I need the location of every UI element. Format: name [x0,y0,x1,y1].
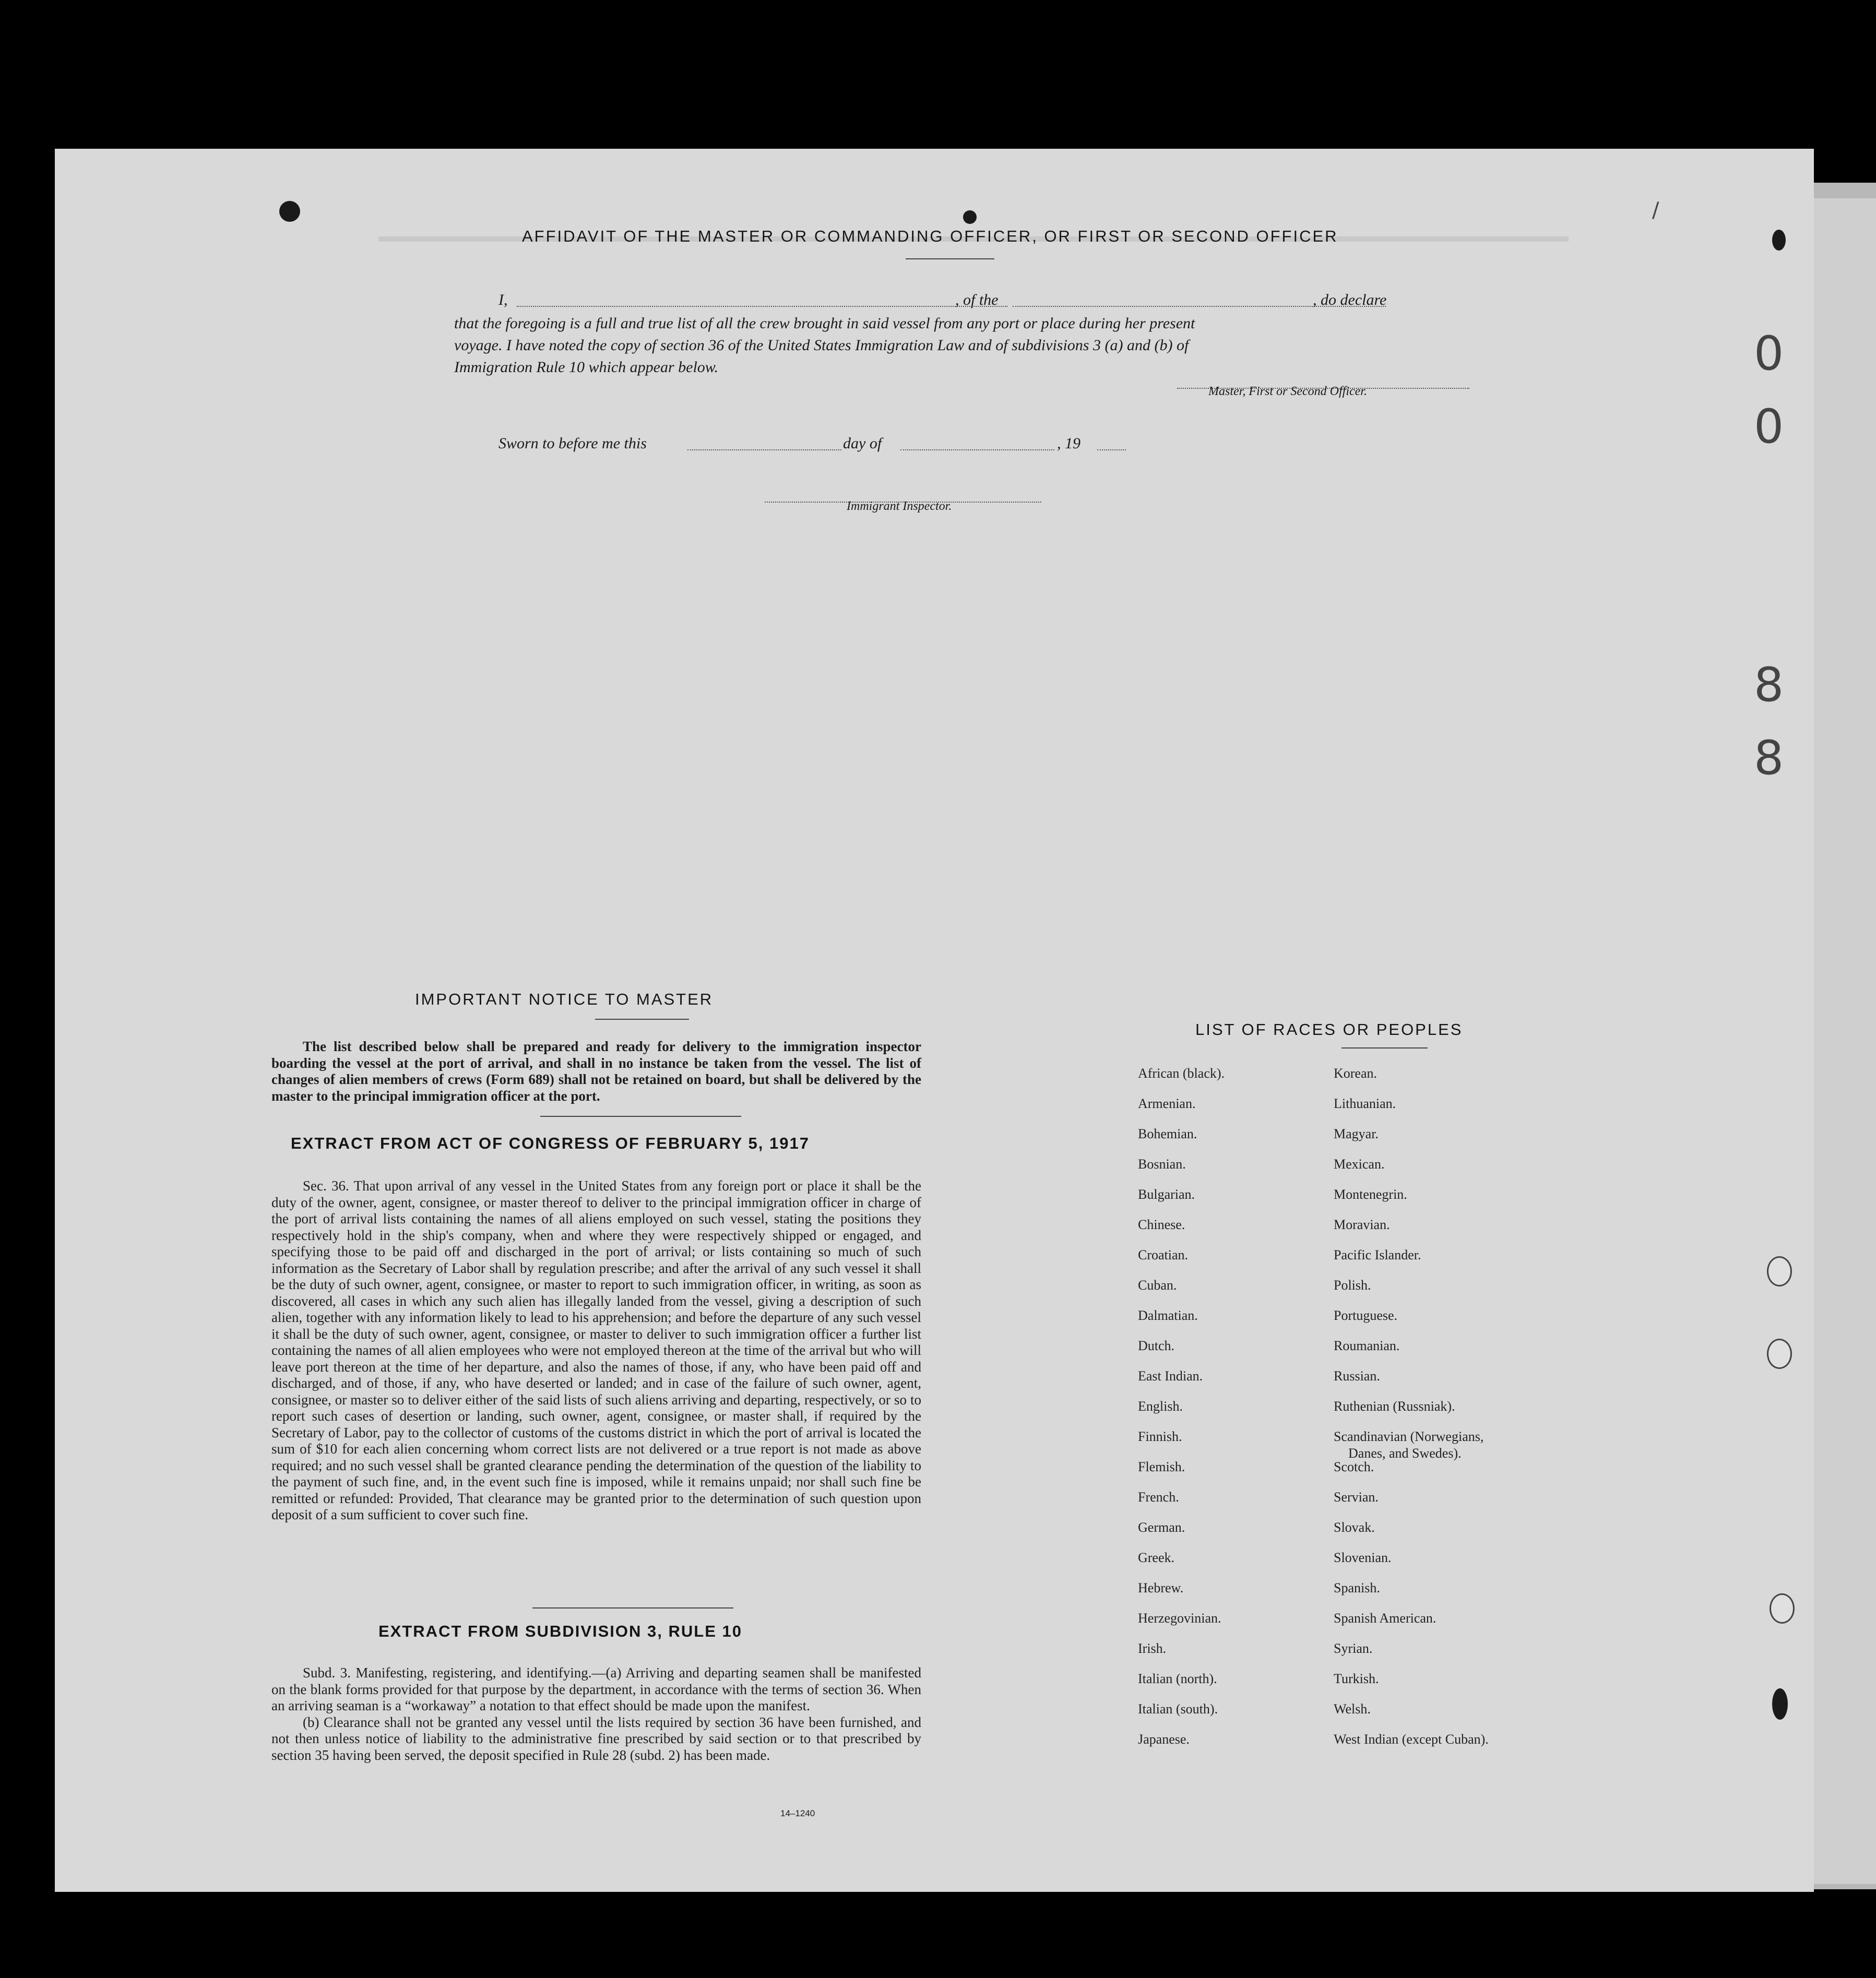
race-item: Polish. [1334,1278,1371,1293]
race-item: Korean. [1334,1066,1378,1081]
act-body [271,1178,921,1523]
sworn-month-field[interactable] [900,436,1054,450]
race-item: Cuban. [1138,1278,1177,1293]
race-item: Japanese. [1138,1732,1190,1747]
affidavit-line-4: Immigration Rule 10 which appear below. [454,359,719,376]
binder-ring-hole [1767,1256,1792,1286]
inspector-label: Immigrant Inspector. [847,499,952,513]
race-item: Portuguese. [1334,1308,1398,1323]
race-item: Magyar. [1334,1126,1379,1141]
affidavit-line-3: voyage. I have noted the copy of section 36 of the United States Immigration Law and of subdivisions 3 (a) and (b) of [454,337,1189,354]
race-item: Chinese. [1138,1217,1185,1232]
notice-body [271,1039,921,1104]
form-number: 14–1240 [780,1808,815,1818]
punch-hole [1772,1688,1788,1720]
notice-rule [595,1019,689,1020]
sworn-year-field[interactable] [1097,436,1126,450]
document-page [55,149,1814,1892]
race-item: West Indian (except Cuban). [1334,1732,1489,1747]
race-item: Syrian. [1334,1641,1373,1656]
margin-mark: / [1652,198,1659,222]
affidavit-title: AFFIDAVIT OF THE MASTER OR COMMANDING OFFICER, OR FIRST OR SECOND OFFICER [522,227,1338,245]
margin-digit: 0 [1754,326,1784,381]
race-item: Hebrew. [1138,1580,1184,1595]
race-item: Armenian. [1138,1096,1196,1111]
notice-title: IMPORTANT NOTICE TO MASTER [415,990,714,1008]
binder-ring-hole [1770,1593,1795,1624]
year-label: , 19 [1057,435,1081,452]
races-title: LIST OF RACES OR PEOPLES [1195,1020,1463,1039]
race-item: Russian. [1334,1368,1380,1384]
sworn-label: Sworn to before me this [498,435,647,452]
race-item: Turkish. [1334,1671,1379,1686]
officer-label: Master, First or Second Officer. [1208,385,1367,398]
notice-end-rule [540,1116,741,1117]
race-item: Italian (south). [1138,1701,1218,1717]
race-item: Scotch. [1334,1459,1374,1474]
act-end-rule [532,1607,733,1608]
margin-digit: 0 [1754,399,1784,454]
race-item: Irish. [1138,1641,1167,1656]
race-item: Ruthenian (Russniak). [1334,1399,1455,1414]
of-the-label: , of the [955,291,999,308]
race-item: Servian. [1334,1490,1379,1505]
race-item: French. [1138,1490,1179,1505]
do-declare-label: , do declare [1313,291,1387,308]
race-item: Slovak. [1334,1520,1375,1535]
race-item: Flemish. [1138,1459,1185,1474]
punch-hole [279,201,300,222]
races-rule [1341,1047,1428,1048]
margin-digit: 8 [1754,731,1784,785]
binder-ring-hole [1767,1339,1792,1369]
underlying-sheet-edge-2 [1811,198,1876,1884]
affidavit-i: I, [498,291,508,308]
race-item: Finnish. [1138,1429,1182,1444]
race-item: Dutch. [1138,1338,1175,1353]
race-item: Slovenian. [1334,1550,1392,1565]
race-item: Montenegrin. [1334,1187,1407,1202]
race-item: Welsh. [1334,1701,1371,1717]
race-item: Spanish. [1334,1580,1380,1595]
race-item-continuation: Danes, and Swedes). [1348,1446,1462,1461]
rule-body [271,1665,921,1763]
notice-text: The list described below shall be prepared and ready for delivery to the immigration inspector boarding the vessel at the port of arrival, and shall in no instance be taken from the vessel. The list of changes of alien members of crews (Form 689) shall not be retained on board, but shall be delivered by the master to the principal immigration officer at the port. [271,1039,921,1104]
race-item: Dalmatian. [1138,1308,1198,1323]
race-item: Bulgarian. [1138,1187,1195,1202]
rule-para-b: (b) Clearance shall not be granted any vessel until the lists required by section 36 have been furnished, and not then unless notice of liability to the administrative fine prescribed by said section or to that prescribed by section 35 having been served, the deposit specified in Rule 28 (subd. 2) has been made. [271,1714,921,1763]
race-item: Herzegovinian. [1138,1611,1221,1626]
rule-title: EXTRACT FROM SUBDIVISION 3, RULE 10 [378,1622,742,1640]
name-field[interactable] [517,292,1007,307]
race-item: Mexican. [1334,1157,1385,1172]
title-rule [906,258,994,259]
day-of-label: day of [843,435,882,452]
act-title: EXTRACT FROM ACT OF CONGRESS OF FEBRUARY 5, 1917 [291,1134,810,1152]
race-item: African (black). [1138,1066,1225,1081]
race-item: Bohemian. [1138,1126,1197,1141]
race-item: Scandinavian (Norwegians, [1334,1429,1484,1444]
race-item: Spanish American. [1334,1611,1436,1626]
punch-hole [963,210,977,224]
race-item: Roumanian. [1334,1338,1400,1353]
rule-para-a: Subd. 3. Manifesting, registering, and identifying.—(a) Arriving and departing seamen shall be manifested on the blank forms provided for that purpose by the department, in accordance with the terms of section 36. When an arriving seaman is a “workaway” a notation to that effect should be made upon the manifest. [271,1665,921,1713]
race-item: English. [1138,1399,1183,1414]
race-item: Lithuanian. [1334,1096,1396,1111]
race-item: Greek. [1138,1550,1175,1565]
race-item: Italian (north). [1138,1671,1217,1686]
race-item: Bosnian. [1138,1157,1186,1172]
race-item: German. [1138,1520,1185,1535]
act-text: Sec. 36. That upon arrival of any vessel in the United States from any foreign port or place it shall be the duty of the owner, agent, consignee, or master thereof to deliver to the principal immigration officer in charge of the port of arrival lists containing the names of all aliens employed on such vessel, stating the positions they respectively hold in the ship's company, when and where they were respectively shipped or engaged, and specifying those to be paid off and discharged in the port of arrival; or lists containing so much of such information as the Secretary of Labor shall by regulation prescribe; and after the arrival of any such vessel it shall be the duty of such owner, agent, consignee, or master to report to such immigration officer, in writing, as soon as discovered, all cases in which any such alien has illegally landed from the vessel, giving a description of such alien, together with any information likely to lead to his apprehension; and before the departure of any such vessel it shall be the duty of such owner, agent, consignee, or master to deliver to such immigration officer a further list containing the names of all alien employees who were not employed thereon at the time of the arrival but who will leave port thereon at the time of her departure, and also the names of those, if any, who have been paid off and discharged, and of those, if any, who have deserted or landed; and in case of the failure of such owner, agent, consignee, or master so to deliver either of the said lists of such aliens arriving and departing, respectively, or so to report such cases of desertion or landing, such owner, agent, consignee, or master shall, if required by the Secretary of Labor, pay to the collector of customs of the customs district in which the port of arrival is located the sum of $10 for each alien concerning whom correct lists are not delivered or a true report is not made as above required; and no such vessel shall be granted clearance pending the determination of the question of the liability to the payment of such fine, and, in the event such fine is imposed, while it remains unpaid; nor shall such fine be remitted or refunded: Provided, That clearance may be granted prior to the determination of such question upon deposit of a sum sufficient to cover such fine. [271,1178,921,1522]
margin-digit: 8 [1754,658,1784,712]
sworn-day-field[interactable] [687,436,841,450]
race-item: Pacific Islander. [1334,1247,1421,1262]
race-item: Moravian. [1334,1217,1390,1232]
race-item: East Indian. [1138,1368,1203,1384]
punch-hole [1772,230,1786,251]
race-item: Croatian. [1138,1247,1189,1262]
affidavit-line-2: that the foregoing is a full and true list of all the crew brought in said vessel from any port or place during her present [454,315,1195,332]
